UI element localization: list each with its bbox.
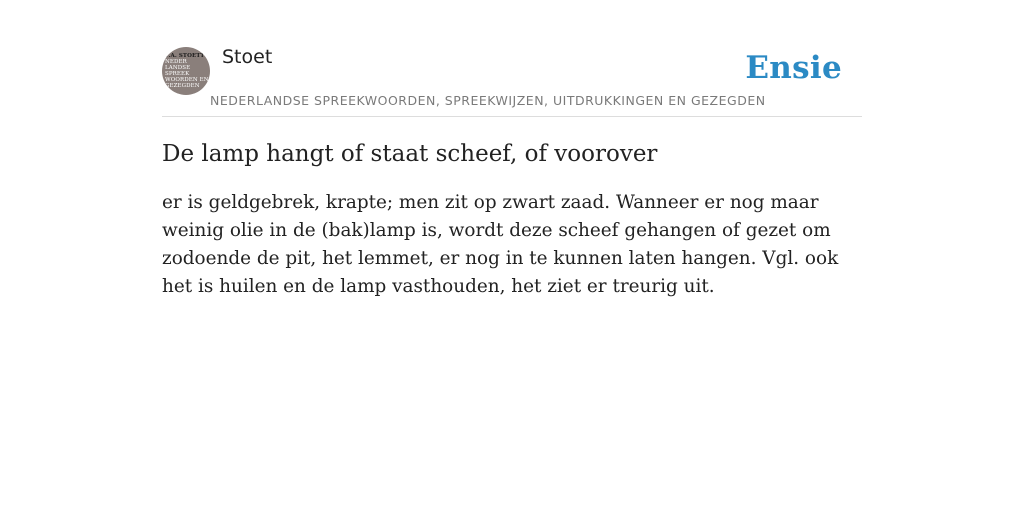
avatar-text-line: SPREEK	[165, 71, 190, 77]
brand-logo[interactable]: Ensie	[745, 50, 842, 86]
author-name[interactable]: Stoet	[222, 46, 273, 68]
entry-definition: er is geldgebrek, krapte; men zit op zwart zaad. Wanneer er nog maar weinig olie in de (bak)lamp is, wordt deze scheef gehangen of gezet om zodoende de pit, het lemmet, er nog in te kunnen laten hangen. Vgl. ook het is huilen en de lamp vasthouden, het ziet er treurig uit.	[162, 192, 839, 297]
source-avatar[interactable]	[162, 47, 210, 95]
avatar-text-line: LANDSE	[165, 65, 191, 71]
avatar-text-line: WOORDEN EN	[165, 77, 209, 83]
avatar-text-line: F.A. STOETT	[165, 53, 205, 59]
source-subtitle: NEDERLANDSE SPREEKWOORDEN, SPREEKWIJZEN, UITDRUKKINGEN EN GEZEGDEN	[210, 93, 766, 108]
entry-header	[162, 0, 862, 117]
entry-term: De lamp hangt of staat scheef, of voorover	[162, 141, 658, 167]
avatar-text-line: GEZEGDEN	[165, 83, 200, 89]
avatar-text-line: NEDER	[165, 59, 187, 65]
entry-card	[162, 0, 862, 301]
